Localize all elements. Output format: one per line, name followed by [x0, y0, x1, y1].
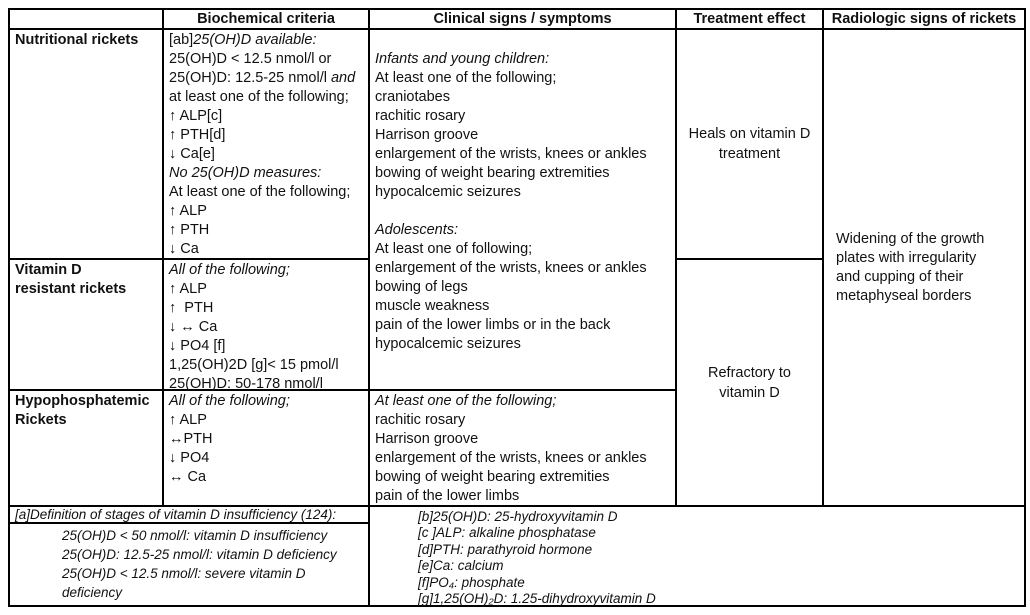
text-line: At least one of following; — [375, 241, 533, 257]
text-line: Nutritional rickets — [15, 32, 139, 48]
text-line: Adolescents: — [375, 222, 459, 238]
footnote-abbreviations-cell — [370, 507, 1024, 605]
text-line — [375, 202, 670, 221]
text-line: bowing of weight bearing extremities — [375, 165, 610, 181]
text-line: ↓ ↔ Ca — [169, 319, 218, 335]
text-line: hypocalcemic seizures — [375, 336, 521, 352]
text-line: All of the following; — [169, 393, 290, 409]
text-line: treatment — [718, 146, 781, 162]
text-line: enlargement of the wrists, knees or ankles — [375, 260, 647, 276]
text-line: 25(OH)D: 50-178 nmol/l — [169, 376, 323, 392]
radiologic-signs-cell — [824, 30, 1024, 507]
clinical-hypophosphatemic-cell — [370, 391, 677, 507]
text-line: 25(OH)D: 12.5-25 nmol/l and — [169, 70, 356, 86]
biochemical-vitamin-d-resistant-cell — [164, 260, 370, 391]
text-line: [ab]25(OH)D available: — [169, 32, 317, 48]
header-clinical-signs-symptoms: Clinical signs / symptoms — [370, 10, 677, 30]
text-line: ↑ PTH[d] — [169, 127, 226, 143]
text-line: [a]Definition of stages of vitamin D insufficiency (124): — [15, 507, 337, 522]
header-radiologic-signs: Radiologic signs of rickets — [824, 10, 1024, 30]
text-line: Widening of the growth — [836, 230, 985, 247]
text-line: bowing of legs — [375, 279, 468, 295]
row-label-vitamin-d-resistant-rickets — [10, 260, 164, 391]
text-line: 25(OH)D < 12.5 nmol/l: severe vitamin D deficiency — [62, 566, 310, 600]
text-line: Rickets — [15, 412, 67, 428]
text-line: [f]PO₄: phosphate — [418, 574, 525, 590]
text-line: rachitic rosary — [375, 108, 466, 124]
text-line: No 25(OH)D measures: — [169, 165, 322, 181]
footnote-a-definitions — [10, 524, 368, 602]
text-line: At least one of the following; — [169, 184, 351, 200]
row-label-hypophosphatemic-rickets — [10, 391, 164, 507]
text-line: ↓ PO4 — [169, 450, 210, 466]
text-line: ↔ Ca — [169, 469, 207, 485]
text-line: 1,25(OH)2D [g]< 15 pmol/l — [169, 357, 339, 373]
text-line: Harrison groove — [375, 431, 479, 447]
text-line: ↓ PO4 [f] — [169, 338, 226, 354]
text-line: [c ]ALP: alkaline phosphatase — [418, 525, 596, 541]
text-line: ↓ Ca[e] — [169, 146, 215, 162]
text-line: vitamin D — [719, 384, 780, 401]
text-line: [e]Ca: calcium — [418, 558, 504, 574]
text-line: and cupping of their — [836, 268, 964, 285]
text-line: Vitamin D — [15, 262, 82, 278]
treatment-heals-on-vitamin-d-cell — [677, 30, 824, 260]
text-line: Refractory to — [708, 364, 791, 381]
text-line: [d]PTH: parathyroid hormone — [418, 541, 593, 557]
rickets-diagnostic-criteria-table — [8, 8, 1026, 607]
text-line: All of the following; — [169, 262, 290, 278]
text-line: 25(OH)D: 12.5-25 nmol/l: vitamin D deficiency — [62, 547, 337, 562]
clinical-nutritional-and-vitamin-d-cell — [370, 30, 677, 391]
text-line: ↑ ALP — [169, 203, 207, 219]
text-line: enlargement of the wrists, knees or ankles — [375, 450, 647, 466]
text-line: [b]25(OH)D: 25-hydroxyvitamin D — [418, 509, 618, 524]
text-line: bowing of weight bearing extremities — [375, 469, 610, 485]
text-line: hypocalcemic seizures — [375, 184, 521, 200]
text-line: Harrison groove — [375, 127, 479, 143]
header-treatment-effect: Treatment effect — [677, 10, 824, 30]
text-line: Heals on vitamin D — [688, 126, 811, 142]
text-line: plates with irregularity — [836, 249, 977, 266]
text-line: muscle weakness — [375, 298, 490, 314]
text-line: 25(OH)D < 50 nmol/l: vitamin D insufficiency — [62, 528, 328, 543]
text-line: Infants and young children: — [375, 51, 550, 67]
header-biochemical-criteria: Biochemical criteria — [164, 10, 370, 30]
text-line: At least one of the following; — [375, 70, 557, 86]
biochemical-nutritional-cell — [164, 30, 370, 260]
text-line: at least one of the following; — [169, 89, 349, 105]
text-line: ↑ ALP — [169, 281, 207, 297]
text-line: [g]1,25(OH)₂D: 1.25-dihydroxyvitamin D — [418, 591, 656, 607]
text-line: metaphyseal borders — [836, 287, 972, 304]
text-line: craniotabes — [375, 89, 450, 105]
text-line: resistant rickets — [15, 281, 127, 297]
footnote-a-header — [10, 507, 368, 524]
text-line: Hypophosphatemic — [15, 393, 150, 409]
treatment-refractory-cell — [677, 260, 824, 507]
text-line: ↔PTH — [169, 431, 213, 447]
text-line: ↑ ALP — [169, 412, 207, 428]
text-line: 25(OH)D < 12.5 nmol/l or — [169, 51, 332, 67]
biochemical-hypophosphatemic-cell — [164, 391, 370, 507]
text-line: pain of the lower limbs — [375, 488, 520, 504]
text-line: enlargement of the wrists, knees or ankles — [375, 146, 647, 162]
text-line: At least one of the following; — [375, 393, 557, 409]
text-line: ↑ PTH — [169, 222, 210, 238]
text-line: ↑ PTH — [169, 300, 214, 316]
text-line: ↑ ALP[c] — [169, 108, 223, 124]
footnote-a-cell — [10, 507, 370, 605]
text-line: pain of the lower limbs or in the back — [375, 317, 611, 333]
row-label-nutritional-rickets — [10, 30, 164, 260]
text-line: rachitic rosary — [375, 412, 466, 428]
text-line: ↓ Ca — [169, 241, 199, 257]
header-cell-empty — [10, 10, 164, 30]
